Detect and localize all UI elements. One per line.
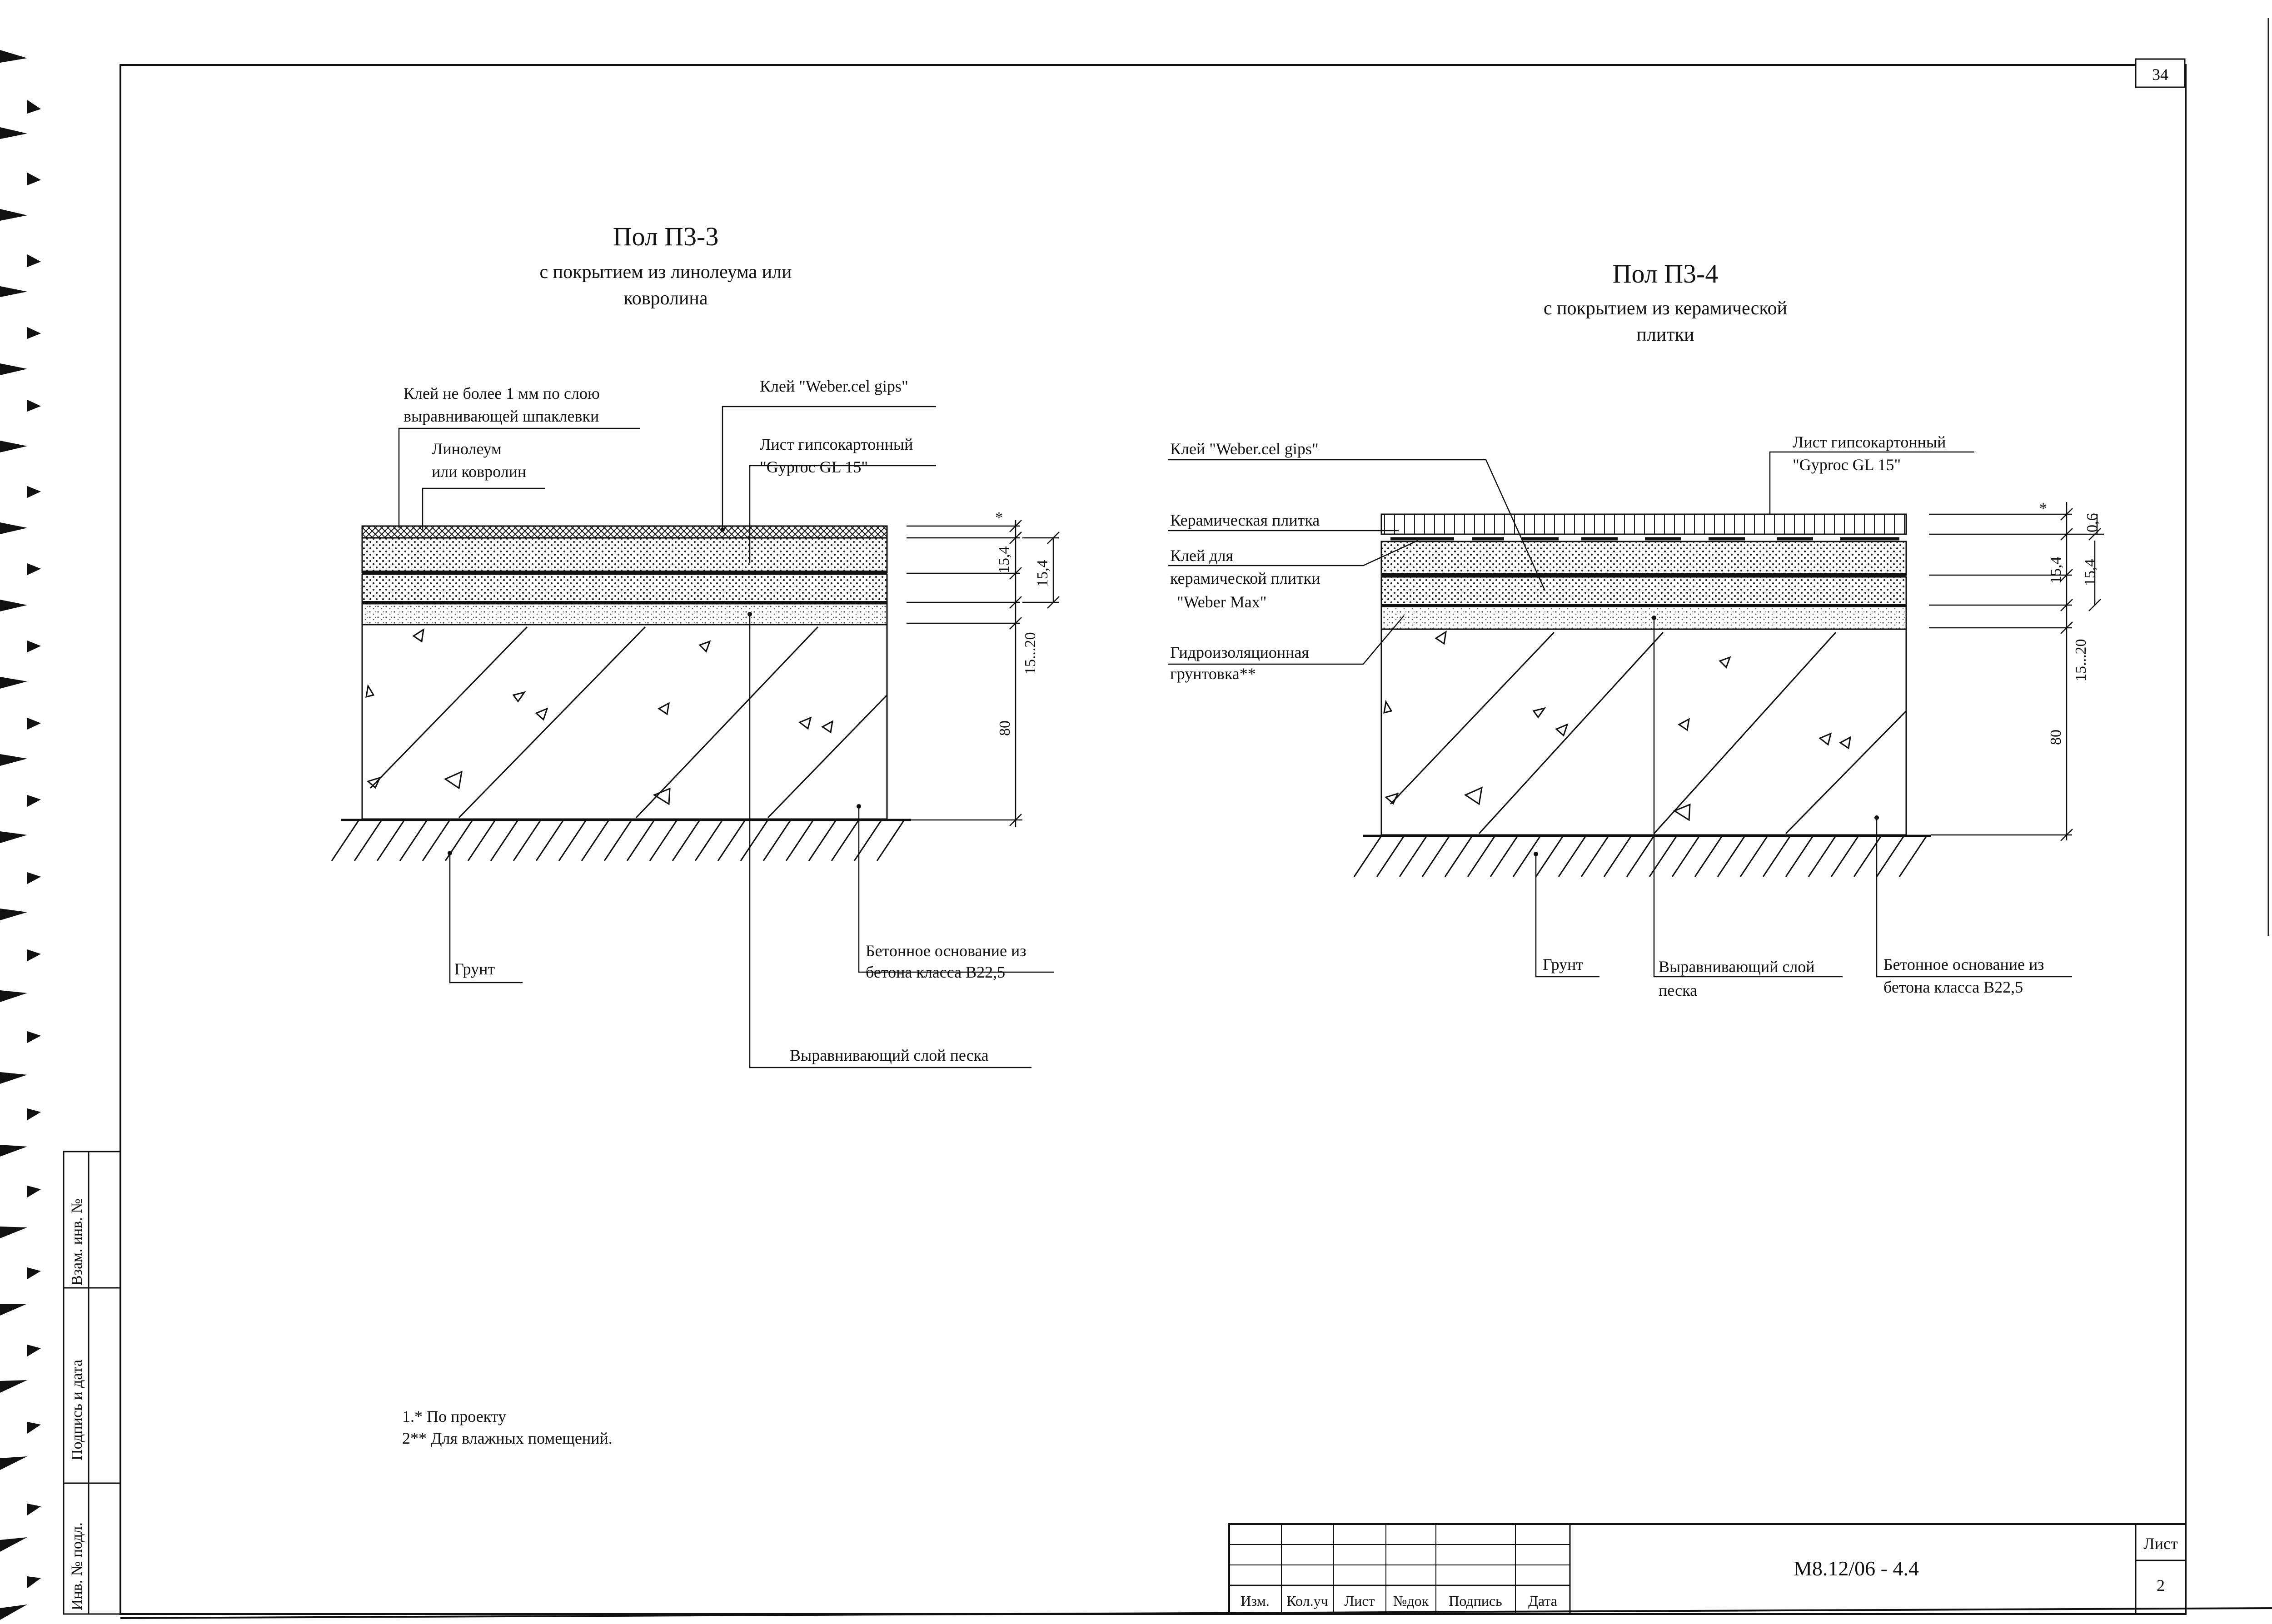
right-label-sheet-2: "Gyproc GL 15"	[1793, 456, 1901, 474]
floor-p3-4	[1168, 259, 2104, 999]
floor-p3-3	[332, 222, 1059, 1068]
left-subtitle-2: ковролина	[623, 288, 708, 309]
filing-marks	[0, 50, 41, 1620]
side-stamp-original: Инв. № подл.	[69, 1522, 85, 1610]
left-label-glue-2: выравнивающей шпаклевки	[404, 407, 599, 425]
right-label-tile: Керамическая плитка	[1170, 511, 1320, 529]
right-label-sheet-1: Лист гипсокартонный	[1793, 433, 1946, 451]
right-label-primer-2: грунтовка**	[1170, 665, 1256, 683]
side-stamp-signature: Подпись и дата	[69, 1360, 85, 1460]
right-label-soil: Грунт	[1543, 955, 1584, 973]
right-dim-15-4-a: 15,4	[2048, 556, 2064, 584]
side-stamp-replace: Взам. инв. №	[69, 1198, 85, 1286]
right-dim-15-20: 15...20	[2073, 639, 2089, 681]
right-dim-80: 80	[2048, 730, 2064, 745]
right-subtitle-2: плитки	[1636, 324, 1694, 345]
sheet-label: Лист	[2143, 1535, 2178, 1553]
right-tile-layer	[1381, 514, 1906, 534]
right-label-concrete-2: бетона класса В22,5	[1883, 978, 2023, 996]
left-dim-15-4-a: 15,4	[996, 546, 1012, 573]
col-ndok: №док	[1393, 1593, 1429, 1609]
right-label-tile-glue-2: керамической плитки	[1170, 569, 1320, 587]
left-dim-80: 80	[996, 720, 1013, 736]
left-title: Пол П3-3	[613, 222, 719, 251]
left-label-glue-1: Клей не более 1 мм по слою	[404, 384, 600, 402]
left-sand-layer	[362, 604, 887, 625]
right-label-tile-glue-1: Клей для	[1170, 546, 1234, 565]
left-dim-star: *	[995, 509, 1003, 526]
col-data: Дата	[1528, 1593, 1557, 1609]
note-1: 1.* По проекту	[402, 1407, 506, 1425]
page-number: 34	[2152, 65, 2168, 84]
left-label-cover-1: Линолеум	[432, 440, 502, 458]
left-label-cover-2: или ковролин	[432, 462, 527, 481]
right-dim-0-6: 0,6	[2084, 513, 2101, 532]
right-label-sand-1: Выравнивающий слой	[1659, 958, 1815, 976]
left-label-concrete-1: Бетонное основание из	[866, 942, 1026, 960]
left-label-weber: Клей "Weber.cel gips"	[760, 377, 908, 395]
col-podpis: Подпись	[1449, 1593, 1502, 1609]
right-label-tile-glue-3: "Weber Max"	[1177, 593, 1267, 611]
side-stamp	[64, 1152, 120, 1614]
left-gypsum-2	[362, 574, 887, 602]
col-kol-uch: Кол.уч	[1286, 1593, 1328, 1609]
col-list: Лист	[1344, 1593, 1375, 1609]
right-label-sand-2: песка	[1659, 981, 1698, 999]
right-dim-15-4-b: 15,4	[2082, 559, 2098, 586]
left-label-concrete-2: бетона класса В22,5	[866, 963, 1006, 981]
right-label-primer-1: Гидроизоляционная	[1170, 643, 1309, 661]
title-block	[1229, 1524, 2186, 1614]
right-label-weber: Клей "Weber.cel gips"	[1170, 440, 1319, 458]
left-label-sheet-2: "Gyproc GL 15"	[760, 458, 868, 476]
document-code: М8.12/06 - 4.4	[1794, 1557, 1919, 1580]
left-dim-15-20: 15...20	[1022, 632, 1039, 675]
left-dim-15-4-b: 15,4	[1034, 560, 1051, 587]
sheet-frame	[120, 65, 2186, 1614]
left-gypsum-1	[362, 538, 887, 572]
right-gypsum-1	[1381, 541, 1906, 575]
left-cover-layer	[362, 526, 887, 538]
right-subtitle-1: с покрытием из керамической	[1543, 298, 1788, 319]
left-concrete-slab	[362, 625, 887, 819]
note-2: 2** Для влажных помещений.	[402, 1429, 613, 1447]
left-label-sand: Выравнивающий слой песка	[790, 1046, 989, 1064]
right-concrete-slab	[1381, 629, 1906, 835]
col-izm: Изм.	[1241, 1593, 1270, 1609]
right-gypsum-2	[1381, 577, 1906, 605]
left-label-sheet-1: Лист гипсокартонный	[760, 435, 913, 453]
left-label-soil: Грунт	[454, 960, 495, 978]
sheet-number: 2	[2157, 1576, 2165, 1594]
right-title: Пол П3-4	[1612, 259, 1719, 288]
right-label-concrete-1: Бетонное основание из	[1883, 955, 2044, 973]
right-dim-star: *	[2039, 500, 2047, 517]
right-sand-layer	[1381, 606, 1906, 629]
left-subtitle-1: с покрытием из линолеума или	[539, 262, 792, 283]
